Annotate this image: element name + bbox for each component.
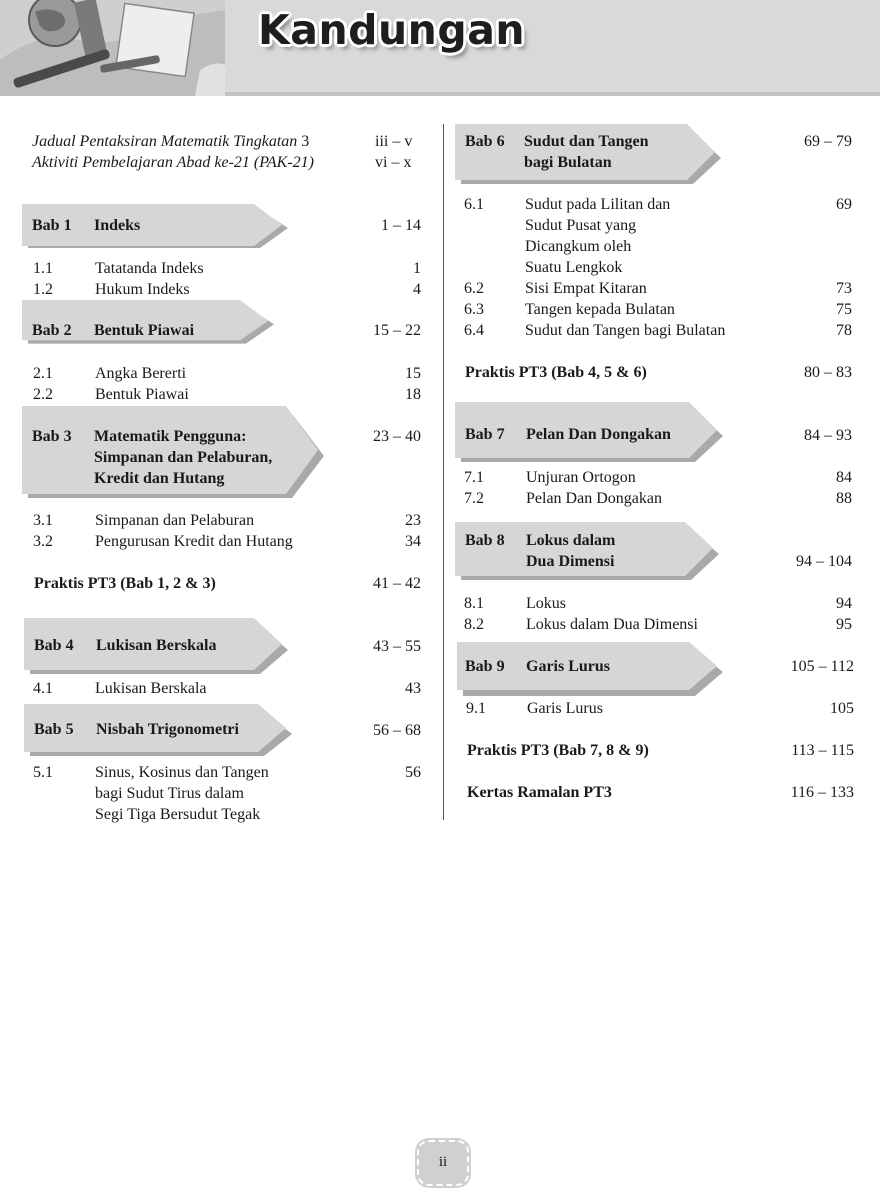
section-page: 56 — [405, 764, 421, 781]
practice-pages: 113 – 115 — [791, 742, 854, 759]
chapter-title: bagi Bulatan — [524, 154, 612, 171]
section-number: 6.1 — [464, 196, 484, 213]
section-number: 2.2 — [33, 386, 53, 403]
section-title: Bentuk Piawai — [95, 386, 189, 403]
section-title: Sudut dan Tangen bagi Bulatan — [525, 322, 726, 339]
chapter-pages: 105 – 112 — [790, 658, 854, 675]
section-title: Angka Bererti — [95, 365, 187, 382]
chapter-pages: 84 – 93 — [804, 427, 852, 444]
section-page: 73 — [836, 280, 852, 297]
section-page: 18 — [405, 386, 421, 403]
front-matter-title: Aktiviti Pembelajaran Abad ke-21 (PAK-21) — [32, 154, 315, 171]
chapter-title: Indeks — [94, 217, 141, 234]
section-title: Unjuran Ortogon — [526, 469, 636, 486]
section-number: 8.2 — [464, 616, 484, 633]
section-title: Tangen kepada Bulatan — [525, 301, 675, 318]
section-page: 78 — [836, 322, 852, 339]
chapter-banner — [457, 642, 725, 692]
chapter-pages: 43 – 55 — [373, 638, 421, 655]
section-page: 4 — [413, 281, 421, 298]
section-number: 7.2 — [464, 490, 484, 507]
section-title: Dicangkum oleh — [525, 238, 632, 255]
section-title: Garis Lurus — [527, 700, 603, 717]
chapter-title: Pelan Dan Dongakan — [526, 426, 671, 443]
chapter-label: Bab 8 — [465, 532, 505, 549]
section-page: 94 — [836, 595, 852, 612]
chapter-title: Kredit dan Hutang — [94, 470, 225, 487]
section-number: 6.4 — [464, 322, 484, 339]
section-title: Pengurusan Kredit dan Hutang — [95, 533, 293, 550]
practice-pages: 80 – 83 — [804, 364, 852, 381]
chapter-title: Bentuk Piawai — [94, 322, 195, 339]
chapter-label: Bab 2 — [32, 322, 72, 339]
page-title: Kandungan — [258, 6, 526, 54]
chapter-label: Bab 3 — [32, 428, 72, 445]
page-number-badge — [417, 1140, 469, 1186]
section-number: 1.2 — [33, 281, 53, 298]
section-title: Lokus dalam Dua Dimensi — [526, 616, 698, 633]
section-page: 69 — [836, 196, 852, 213]
section-title: Suatu Lengkok — [525, 259, 623, 276]
section-title: Sinus, Kosinus dan Tangen — [95, 764, 269, 781]
section-number: 3.1 — [33, 512, 53, 529]
chapter-pages: 56 – 68 — [373, 722, 421, 739]
chapter-title: Lokus dalam — [526, 532, 616, 549]
chapter-title: Matematik Pengguna: — [94, 428, 247, 445]
section-number: 2.1 — [33, 365, 53, 382]
chapter-label: Bab 5 — [34, 721, 74, 738]
section-number: 3.2 — [33, 533, 53, 550]
front-matter-pages: iii – v — [375, 133, 413, 150]
chapter-pages: 94 – 104 — [796, 553, 852, 570]
section-number: 5.1 — [33, 764, 53, 781]
chapter-pages: 69 – 79 — [804, 133, 852, 150]
section-title: Sudut pada Lilitan dan — [525, 196, 671, 213]
section-number: 9.1 — [466, 700, 486, 717]
practice-title: Praktis PT3 (Bab 7, 8 & 9) — [467, 742, 649, 759]
practice-title: Praktis PT3 (Bab 4, 5 & 6) — [465, 364, 647, 381]
section-page: 75 — [836, 301, 852, 318]
section-title: Lukisan Berskala — [95, 680, 207, 697]
practice-pages: 116 – 133 — [790, 784, 854, 801]
chapter-label: Bab 1 — [32, 217, 72, 234]
chapter-pages: 23 – 40 — [373, 428, 421, 445]
section-page: 23 — [405, 512, 421, 529]
chapter-banner — [455, 522, 721, 576]
section-number: 8.1 — [464, 595, 484, 612]
section-number: 7.1 — [464, 469, 484, 486]
section-number: 6.3 — [464, 301, 484, 318]
section-title: Lokus — [526, 595, 566, 612]
practice-title: Praktis PT3 (Bab 1, 2 & 3) — [34, 575, 216, 592]
chapter-banner — [24, 618, 290, 672]
chapter-label: Bab 9 — [465, 658, 505, 675]
front-matter-pages: vi – x — [375, 154, 412, 171]
chapter-pages: 15 – 22 — [373, 322, 421, 339]
section-page: 84 — [836, 469, 852, 486]
chapter-pages: 1 – 14 — [381, 217, 421, 234]
chapter-banner — [455, 124, 723, 180]
section-title: Pelan Dan Dongakan — [526, 490, 662, 507]
chapter-title: Sudut dan Tangen — [524, 133, 649, 150]
chapter-banner — [455, 402, 725, 458]
section-title: Sudut Pusat yang — [525, 217, 637, 234]
chapter-title: Garis Lurus — [526, 658, 611, 675]
section-title: Segi Tiga Bersudut Tegak — [95, 806, 261, 823]
chapter-banner — [22, 204, 290, 246]
chapter-title: Nisbah Trigonometri — [96, 721, 239, 738]
chapter-title: Dua Dimensi — [526, 553, 615, 570]
page-number: ii — [438, 1154, 448, 1170]
section-page: 43 — [405, 680, 421, 697]
chapter-label: Bab 4 — [34, 637, 74, 654]
section-title: Hukum Indeks — [95, 281, 190, 298]
section-title: Sisi Empat Kitaran — [525, 280, 647, 297]
section-page: 34 — [405, 533, 421, 550]
section-number: 6.2 — [464, 280, 484, 297]
column-divider — [443, 124, 444, 820]
practice-title: Kertas Ramalan PT3 — [467, 784, 612, 801]
chapter-banner — [24, 704, 294, 754]
header-illustration — [0, 0, 225, 110]
section-title: bagi Sudut Tirus dalam — [95, 785, 244, 802]
front-matter-title: Jadual Pentaksiran Matematik Tingkatan 3 — [32, 133, 310, 150]
section-title: Simpanan dan Pelaburan — [95, 512, 255, 529]
section-number: 4.1 — [33, 680, 53, 697]
chapter-label: Bab 6 — [465, 133, 505, 150]
section-page: 105 — [830, 700, 854, 717]
chapter-banner — [22, 406, 326, 496]
section-number: 1.1 — [33, 260, 53, 277]
chapter-title: Lukisan Berskala — [96, 637, 217, 654]
section-page: 88 — [836, 490, 852, 507]
chapter-banner — [22, 300, 276, 342]
chapter-label: Bab 7 — [465, 426, 505, 443]
section-title: Tatatanda Indeks — [95, 260, 204, 277]
practice-pages: 41 – 42 — [373, 575, 421, 592]
section-page: 95 — [836, 616, 852, 633]
section-page: 15 — [405, 365, 421, 382]
section-page: 1 — [413, 260, 421, 277]
chapter-title: Simpanan dan Pelaburan, — [94, 449, 273, 466]
